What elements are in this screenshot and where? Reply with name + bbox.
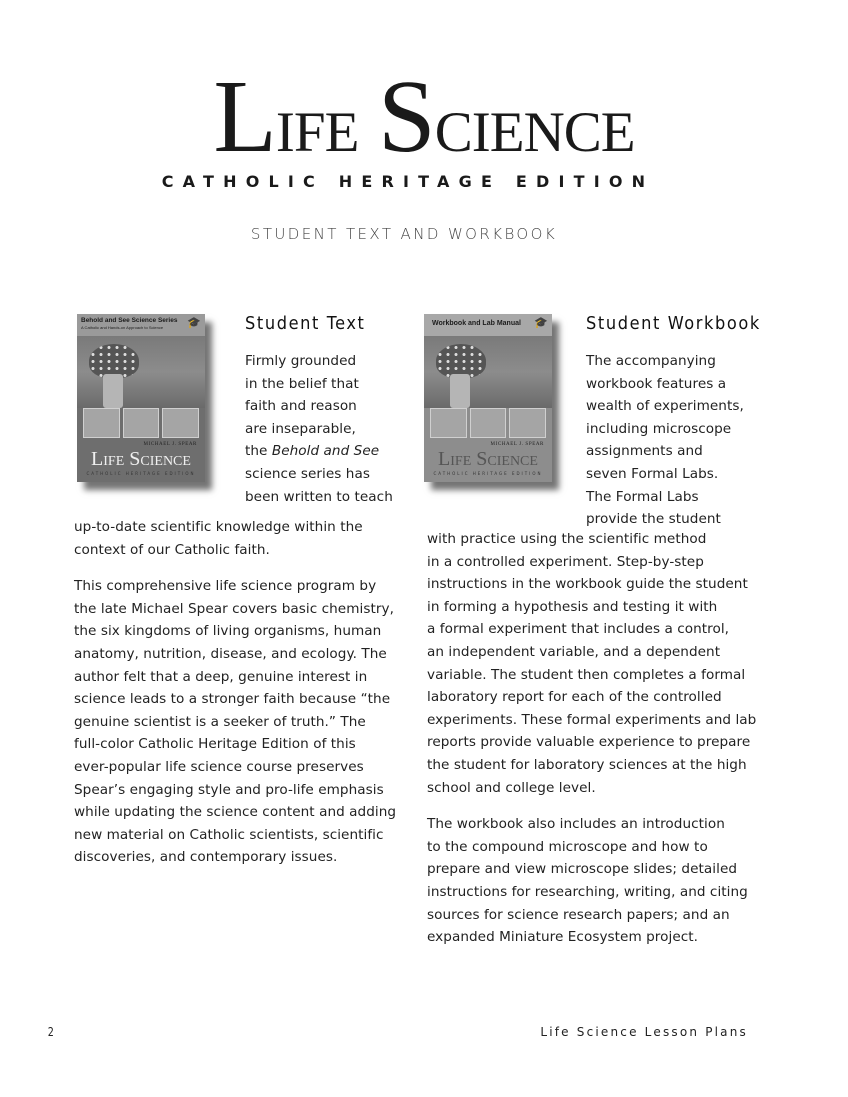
text-line: discoveries, and contemporary issues.	[74, 849, 338, 866]
text-line: with practice using the scientific method	[427, 531, 707, 547]
cover-author: MICHAEL J. SPEAR	[490, 442, 544, 447]
document-title	[0, 59, 848, 174]
text-line: The accompanying	[586, 353, 716, 369]
text-line: up-to-date scientific knowledge within the	[74, 519, 363, 535]
student-text-body	[74, 516, 396, 869]
text-line	[245, 440, 393, 463]
series-name-italic: Behold and See	[271, 443, 380, 460]
cover-edition: CATHOLIC HERITAGE EDITION	[433, 471, 543, 476]
text-line: variable. The student then completes a formal	[427, 666, 746, 683]
text-line: science series has	[245, 465, 370, 482]
title-initial-s: S	[377, 59, 435, 174]
cover-author: MICHAEL J. SPEAR	[143, 442, 197, 447]
text-line: to the compound microscope and how to	[427, 838, 708, 855]
mushroom-stem-graphic	[103, 374, 123, 408]
text-line: author felt that a deep, genuine interest in	[74, 668, 368, 685]
cover-series-bar	[77, 314, 205, 336]
text-line: Firmly grounded	[245, 353, 357, 369]
text-line: science leads to a stronger faith because “the	[74, 691, 391, 708]
student-text-cover-image	[77, 314, 205, 482]
text-line: the student for laboratory sciences at the high	[427, 756, 747, 773]
text-line: seven Formal Labs.	[586, 465, 719, 482]
text-line: including microscope	[586, 420, 732, 437]
mushroom-stem-graphic	[450, 374, 470, 408]
cover-series-label: Workbook and Lab Manual	[432, 320, 521, 327]
text-line: reports provide valuable experience to prepare	[427, 734, 751, 751]
text-line: genuine scientist is a seeker of truth.” The	[74, 713, 366, 730]
text-line: instructions in the workbook guide the student	[427, 576, 748, 593]
text-line: The Formal Labs	[586, 488, 699, 505]
tagline: STUDENT TEXT AND WORKBOOK	[250, 225, 558, 243]
text-line: This comprehensive life science program by	[74, 578, 377, 595]
cover-title: Life Science	[438, 448, 538, 470]
text-line: workbook features a	[586, 375, 727, 392]
title-initial-l: L	[213, 59, 276, 174]
text-line: The workbook also includes an introduction	[427, 816, 725, 833]
text-line: wealth of experiments,	[586, 398, 744, 415]
cover-thumbnails	[83, 408, 199, 438]
text-line: a formal experiment that includes a control,	[427, 621, 730, 638]
cover-edition: CATHOLIC HERITAGE EDITION	[86, 471, 196, 476]
mushroom-cap-graphic	[89, 344, 139, 378]
cover-title: Life Science	[91, 448, 191, 470]
edition-subtitle: CATHOLIC HERITAGE EDITION	[161, 172, 655, 191]
text-line: prepare and view microscope slides; detailed	[427, 861, 738, 878]
graduation-cap-icon: 🎓	[187, 316, 201, 329]
text-line: an independent variable, and a dependent	[427, 643, 721, 660]
cover-series-label: Behold and See Science Series	[81, 317, 178, 324]
text-line: ever-popular life science course preserves	[74, 758, 364, 775]
student-text-heading: Student Text	[245, 313, 366, 334]
text-line: experiments. These formal experiments and lab	[427, 711, 757, 728]
text-line: been written to teach	[245, 488, 393, 505]
cover-series-sub: A Catholic and Hands-on Approach to Science	[81, 325, 164, 330]
text-line: in the belief that	[245, 375, 359, 392]
text-line: in forming a hypothesis and testing it with	[427, 598, 718, 615]
text-line: context of our Catholic faith.	[74, 541, 270, 558]
text-line: the late Michael Spear covers basic chemistry,	[74, 600, 394, 617]
text-line: in a controlled experiment. Step-by-step	[427, 553, 704, 570]
text-line: provide the student	[586, 511, 721, 528]
student-workbook-intro-wrapped	[586, 350, 744, 531]
graduation-cap-icon: 🎓	[534, 316, 548, 329]
text-line: assignments and	[586, 443, 703, 460]
title-word-science: cience	[434, 78, 635, 169]
text-line: school and college level.	[427, 779, 596, 796]
cover-thumbnails	[430, 408, 546, 438]
text-line: new material on Catholic scientists, scientific	[74, 826, 384, 843]
student-workbook-cover-image	[424, 314, 552, 482]
student-workbook-body	[427, 528, 756, 949]
text-line: instructions for researching, writing, and citing	[427, 883, 748, 900]
text-line: anatomy, nutrition, disease, and ecology. The	[74, 645, 387, 662]
title-word-life: ife	[275, 78, 359, 169]
running-footer-title: Life Science Lesson Plans	[540, 1025, 748, 1039]
text-line: Spear’s engaging style and pro-life emphasis	[74, 781, 384, 798]
text-line: expanded Miniature Ecosystem project.	[427, 929, 699, 946]
mushroom-cap-graphic	[436, 344, 486, 378]
student-workbook-heading: Student Workbook	[586, 313, 761, 334]
text-line: full-color Catholic Heritage Edition of this	[74, 736, 356, 753]
text-line: while updating the science content and adding	[74, 804, 397, 821]
text-fragment: the	[245, 443, 272, 460]
cover-series-bar	[424, 314, 552, 336]
text-line: the six kingdoms of living organisms, human	[74, 623, 382, 640]
text-line: sources for science research papers; and an	[427, 906, 730, 923]
text-line: are inseparable,	[245, 420, 356, 437]
page-number: 2	[47, 1025, 54, 1039]
text-line: faith and reason	[245, 398, 357, 415]
student-text-intro-wrapped	[245, 350, 393, 508]
text-line: laboratory report for each of the controlled	[427, 689, 722, 706]
